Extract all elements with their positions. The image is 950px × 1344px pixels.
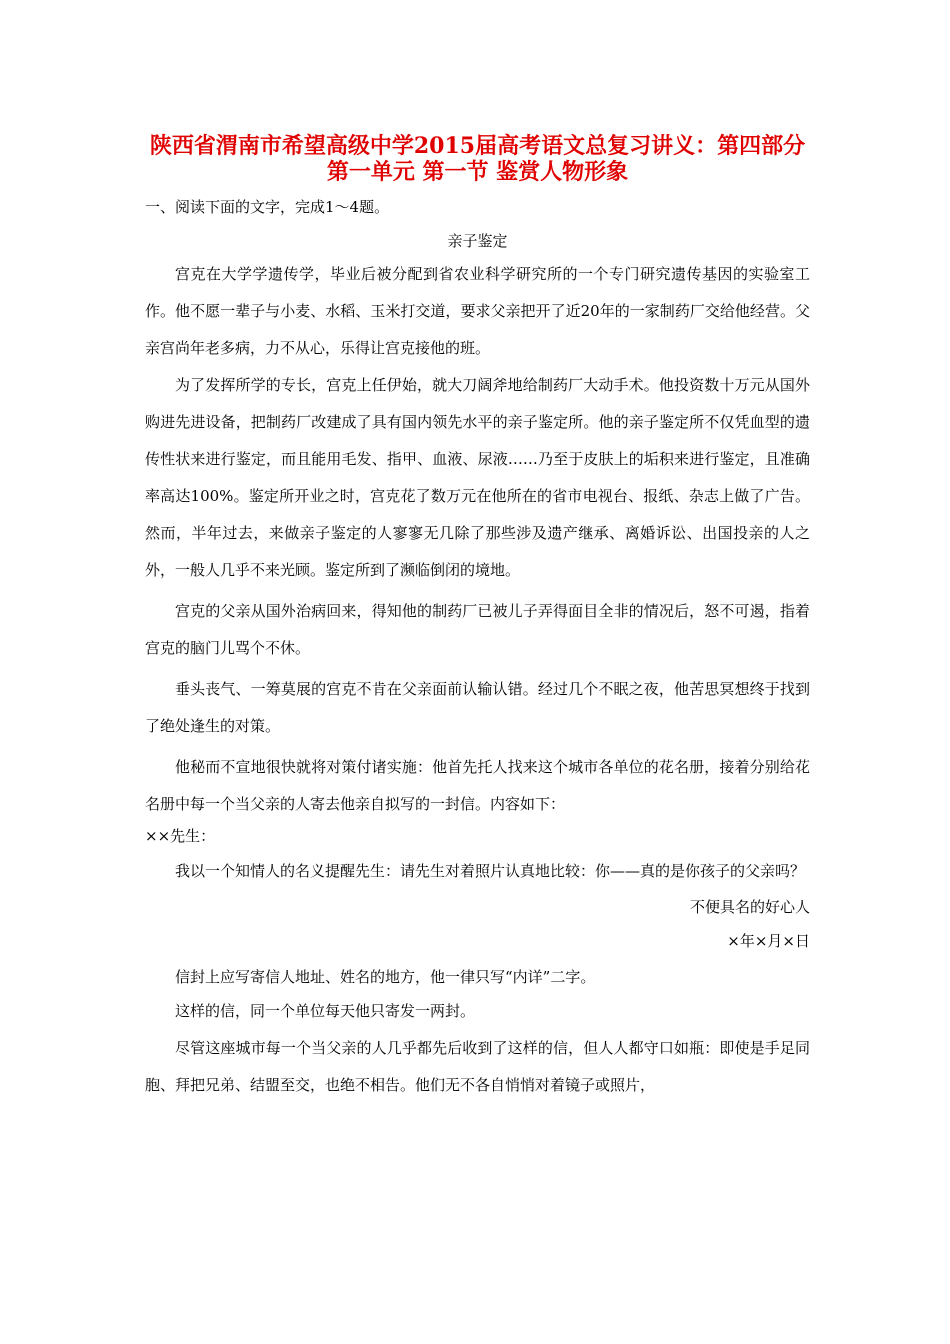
- paragraph-4: 垂头丧气、一筹莫展的宫克不肯在父亲面前认输认错。经过几个不眠之夜，他苦思冥想终于找到了绝处逢生的对策。: [145, 680, 810, 735]
- paragraph-8: 尽管这座城市每一个当父亲的人几乎都先后收到了这样的信，但人人都守口如瓶：即使是手足同胞、拜把兄弟、结盟至交，也绝不相告。他们无不各自悄悄对着镜子或照片，: [145, 1039, 810, 1094]
- paragraph-1: 宫克在大学学遗传学，毕业后被分配到省农业科学研究所的一个专门研究遗传基因的实验室工作。他不愿一辈子与小麦、水稻、玉米打交道，要求父亲把开了近20年的一家制药厂交给他经营。父亲宫尚年老多病，力不从心，乐得让宫克接他的班。: [145, 265, 810, 357]
- document-page: [145, 133, 810, 1104]
- letter-body: 我以一个知情人的名义提醒先生：请先生对着照片认真地比较：你——真的是你孩子的父亲吗？: [175, 862, 806, 880]
- story-title: 亲子鉴定: [447, 232, 508, 250]
- section-intro: 一、阅读下面的文字，完成1～4题。: [145, 198, 390, 216]
- paragraph-5: 他秘而不宣地很快就将对策付诸实施：他首先托人找来这个城市各单位的花名册，接着分别给花名册中每一个当父亲的人寄去他亲自拟写的一封信。内容如下：: [145, 758, 810, 813]
- title-line-1: 陕西省渭南市希望高级中学2015届高考语文总复习讲义：第四部分: [149, 133, 806, 159]
- letter-date: ×年×月×日: [727, 932, 810, 950]
- paragraph-2: 为了发挥所学的专长，宫克上任伊始，就大刀阔斧地给制药厂大动手术。他投资数十万元从国外购进先进设备，把制药厂改建成了具有国内领先水平的亲子鉴定所。他的亲子鉴定所不仅凭血型的遗传性状来进行鉴定，而且能用毛发、指甲、血液、尿液……乃至于皮肤上的垢积来进行鉴定，且准确率高达100%。鉴定所开业之时，宫克花了数万元在他所在的省市电视台、报纸、杂志上做了广告。然而，半年过去，来做亲子鉴定的人寥寥无几除了那些涉及遗产继承、离婚诉讼、出国投亲的人之外，一般人几乎不来光顾。鉴定所到了濒临倒闭的境地。: [145, 376, 810, 579]
- paragraph-7: 这样的信，同一个单位每天他只寄发一两封。: [175, 1002, 476, 1020]
- letter-greeting: ××先生：: [145, 827, 216, 845]
- paragraph-3: 宫克的父亲从国外治病回来，得知他的制药厂已被儿子弄得面目全非的情况后，怒不可遏，指着宫克的脑门儿骂个不休。: [145, 602, 810, 657]
- title-line-2: 第一单元 第一节 鉴赏人物形象: [326, 159, 629, 185]
- letter-signature: 不便具名的好心人: [689, 898, 810, 916]
- paragraph-6: 信封上应写寄信人地址、姓名的地方，他一律只写“内详”二字。: [175, 968, 596, 986]
- document-title: [145, 133, 810, 185]
